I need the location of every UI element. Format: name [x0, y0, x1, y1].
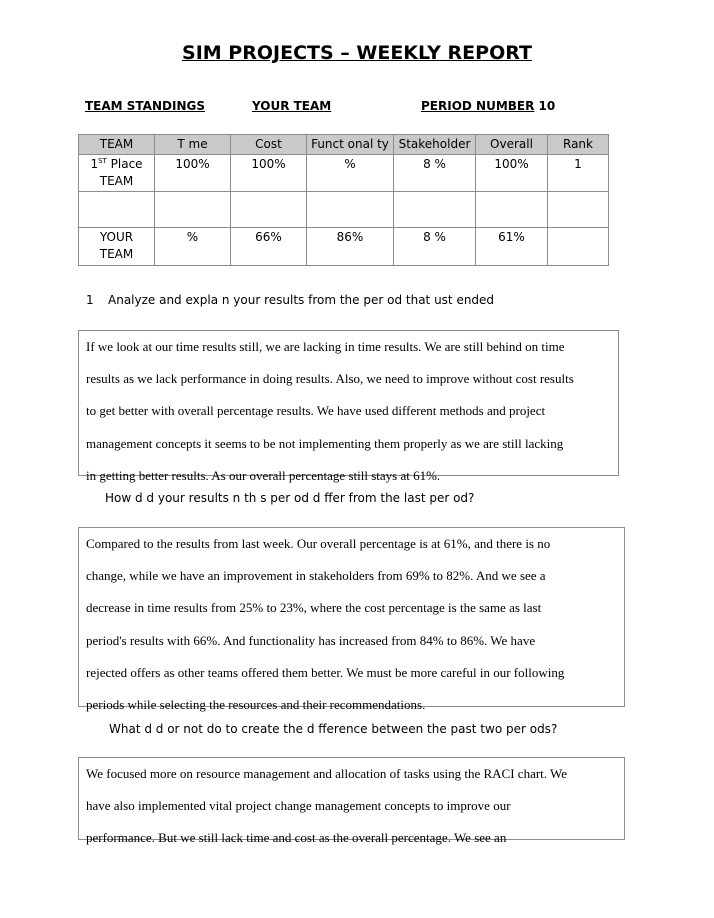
question-text: What d d or not do to create the d fference between the past two per ods?: [109, 722, 558, 736]
table-row: [79, 192, 609, 228]
overall-cell: 61%: [476, 228, 548, 266]
team-name-rest: Place: [106, 157, 143, 171]
period-number-text: PERIOD NUMBER: [421, 99, 535, 113]
stakeholder-cell: 8 %: [394, 155, 476, 192]
answer-line: to get better with overall percentage results. We have used different methods and project: [86, 403, 546, 419]
column-header: Overall: [476, 135, 548, 155]
answer-line: periods while selecting the resources and their recommendations.: [86, 697, 426, 713]
stakeholder-cell: 8 %: [394, 228, 476, 266]
answer-line: have also implemented vital project change management concepts to improve our: [86, 798, 511, 814]
team-standings-text: TEAM STANDINGS: [85, 99, 205, 113]
answer-line: results as we lack performance in doing results. Also, we need to improve without cost results: [86, 371, 574, 387]
your-team-text: YOUR TEAM: [252, 99, 332, 113]
time-cell: 100%: [155, 155, 231, 192]
answer-box-2: [78, 527, 625, 713]
answer-line: We focused more on resource management and allocation of tasks using the RACI chart. We: [86, 766, 568, 781]
cost-cell: [231, 192, 307, 228]
team-name-line2: TEAM: [99, 174, 134, 188]
answer-line: Compared to the results from last week. Our overall percentage is at 61%, and there is no: [86, 536, 551, 551]
question-text: How d d your results n th s per od d ffer from the last per od?: [105, 491, 475, 505]
column-header: TEAM: [79, 135, 155, 155]
team-cell: [79, 192, 155, 228]
question-1: [86, 293, 494, 307]
rank-cell: 1: [548, 155, 609, 192]
answer-line: If we look at our time results still, we are lacking in time results. We are still behind on time: [86, 339, 565, 354]
column-header: Stakeholder: [394, 135, 476, 155]
answer-line: performance. But we still lack time and cost as the overall percentage. We see an: [86, 830, 507, 846]
overall-cell: 100%: [476, 155, 548, 192]
team-name-line2: TEAM: [99, 247, 134, 261]
functionality-cell: [307, 192, 394, 228]
overall-cell: [476, 192, 548, 228]
answer-line: rejected offers as other teams offered them better. We must be more careful in our following: [86, 664, 565, 680]
answer-line: in getting better results. As our overall percentage still stays at 61%.: [86, 467, 441, 483]
question-number: 1: [86, 293, 94, 307]
column-header: T me: [155, 135, 231, 155]
column-header: Rank: [548, 135, 609, 155]
time-cell: %: [155, 228, 231, 266]
answer-line: management concepts it seems to be not implementing them properly as we are still lacking: [86, 435, 564, 451]
table-header-row: [79, 135, 609, 155]
standings-table: [78, 134, 609, 266]
team-cell: [79, 155, 155, 192]
column-header: Cost: [231, 135, 307, 155]
team-name: YOUR: [99, 230, 134, 244]
answer-box-1: [78, 330, 619, 483]
functionality-cell: 86%: [307, 228, 394, 266]
column-header: Funct onal ty: [307, 135, 394, 155]
cost-cell: 66%: [231, 228, 307, 266]
functionality-cell: %: [307, 155, 394, 192]
rank-cell: [548, 192, 609, 228]
answer-line: change, while we have an improvement in stakeholders from 69% to 82%. And we see a: [86, 568, 546, 584]
ordinal-suffix: ST: [98, 157, 107, 165]
answer-line: period's results with 66%. And functionality has increased from 84% to 86%. We have: [86, 632, 536, 648]
question-text: Analyze and expla n your results from the per od that ust ended: [108, 293, 495, 307]
answer-line: decrease in time results from 25% to 23%, where the cost percentage is the same as last: [86, 600, 542, 616]
cost-cell: 100%: [231, 155, 307, 192]
stakeholder-cell: [394, 192, 476, 228]
time-cell: [155, 192, 231, 228]
team-standings-label: [85, 99, 205, 113]
period-number-label: [421, 99, 555, 113]
answer-box-3: [78, 757, 625, 846]
period-number-value: 10: [538, 99, 556, 113]
report-title: [0, 42, 714, 64]
question-2: [105, 491, 474, 505]
question-3: [109, 722, 557, 736]
team-name: 1: [90, 157, 99, 171]
your-team-label: [252, 99, 331, 113]
team-cell: [79, 228, 155, 266]
table-row: [79, 228, 609, 266]
table-row: [79, 155, 609, 192]
rank-cell: [548, 228, 609, 266]
report-title-text: SIM PROJECTS – WEEKLY REPORT: [182, 42, 532, 64]
